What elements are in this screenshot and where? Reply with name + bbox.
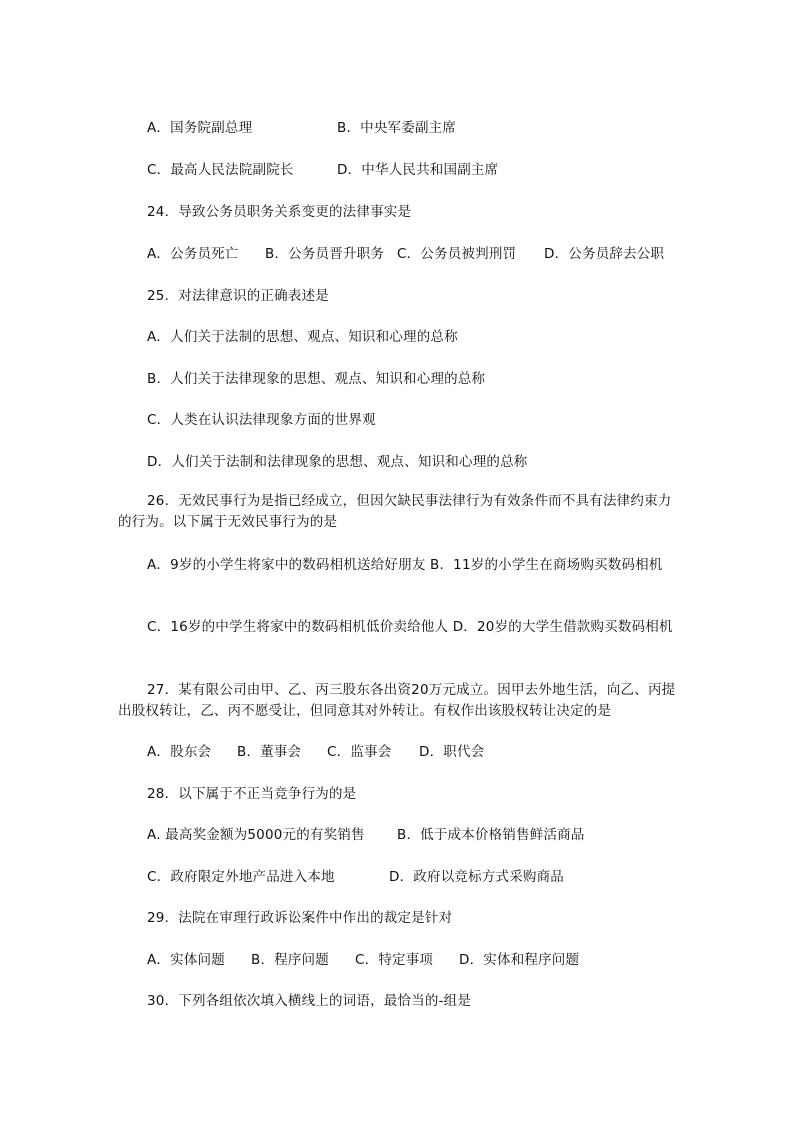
option-c: C．特定事项 — [355, 952, 434, 968]
q28-stem: 28．以下属于不正当竞争行为的是 — [147, 786, 357, 802]
q29-options — [147, 950, 579, 970]
q23-options-ab — [147, 118, 456, 138]
q24-stem: 24．导致公务员职务关系变更的法律事实是 — [147, 204, 412, 220]
q28-options-cd — [147, 867, 564, 887]
q26-options-cd: C．16岁的中学生将家中的数码相机低价卖给他人 D．20岁的大学生借款购买数码相机 — [147, 619, 673, 635]
q26-options-ab: A．9岁的小学生将家中的数码相机送给好朋友 B．11岁的小学生在商场购买数码相机 — [147, 557, 663, 573]
q29-stem: 29．法院在审理行政诉讼案件中作出的裁定是针对 — [147, 910, 453, 926]
option-b: B．董事会 — [237, 744, 302, 760]
option-a: A. 最高奖金额为5000元的有奖销售 — [147, 827, 365, 843]
option-d: D．政府以竞标方式采购商品 — [389, 869, 564, 885]
option-a: A．国务院副总理 — [147, 120, 253, 136]
option-b: B．程序问题 — [251, 952, 329, 968]
q23-options-cd — [147, 160, 498, 180]
option-d: D．实体和程序问题 — [459, 952, 580, 968]
q25-option-b: B．人们关于法律现象的思想、观点、知识和心理的总称 — [147, 371, 486, 387]
q25-stem: 25．对法律意识的正确表述是 — [147, 288, 329, 304]
option-c: C．公务员被判刑罚 — [397, 246, 517, 262]
option-a: A．公务员死亡 — [147, 246, 239, 262]
q24-options — [147, 244, 664, 264]
option-a: A．股东会 — [147, 744, 212, 760]
q25-option-a: A．人们关于法制的思想、观点、知识和心理的总称 — [147, 329, 458, 345]
option-a: A．实体问题 — [147, 952, 225, 968]
option-c: C．最高人民法院副院长 — [147, 162, 294, 178]
q30-stem: 30．下列各组依次填入横线上的词语，最恰当的-组是 — [147, 993, 472, 1009]
q28-options-ab — [147, 825, 585, 845]
q27-stem: 27．某有限公司由甲、乙、丙三股东各出资20万元成立。因甲去外地生活，向乙、丙提出股权转让，乙、丙不愿受让，但同意其对外转让。有权作出该股权转让决定的是 — [118, 682, 676, 719]
option-b: B．低于成本价格销售鲜活商品 — [397, 827, 585, 843]
option-d: D．公务员辞去公职 — [544, 246, 665, 262]
option-b: B．公务员晋升职务 — [265, 246, 385, 262]
q25-option-d: D．人们关于法制和法律现象的思想、观点、知识和心理的总称 — [147, 454, 528, 470]
q25-option-c: C．人类在认识法律现象方面的世界观 — [147, 412, 376, 428]
option-d: D．职代会 — [419, 744, 485, 760]
option-c: C．监事会 — [327, 744, 392, 760]
option-c: C．政府限定外地产品进入本地 — [147, 869, 335, 885]
q27-options — [147, 742, 484, 762]
q26-stem: 26．无效民事行为是指已经成立，但因欠缺民事法律行为有效条件而不具有法律约束力的行为。以下属于无效民事行为的是 — [118, 493, 672, 530]
option-b: B．中央军委副主席 — [337, 120, 457, 136]
option-d: D．中华人民共和国副主席 — [337, 162, 499, 178]
